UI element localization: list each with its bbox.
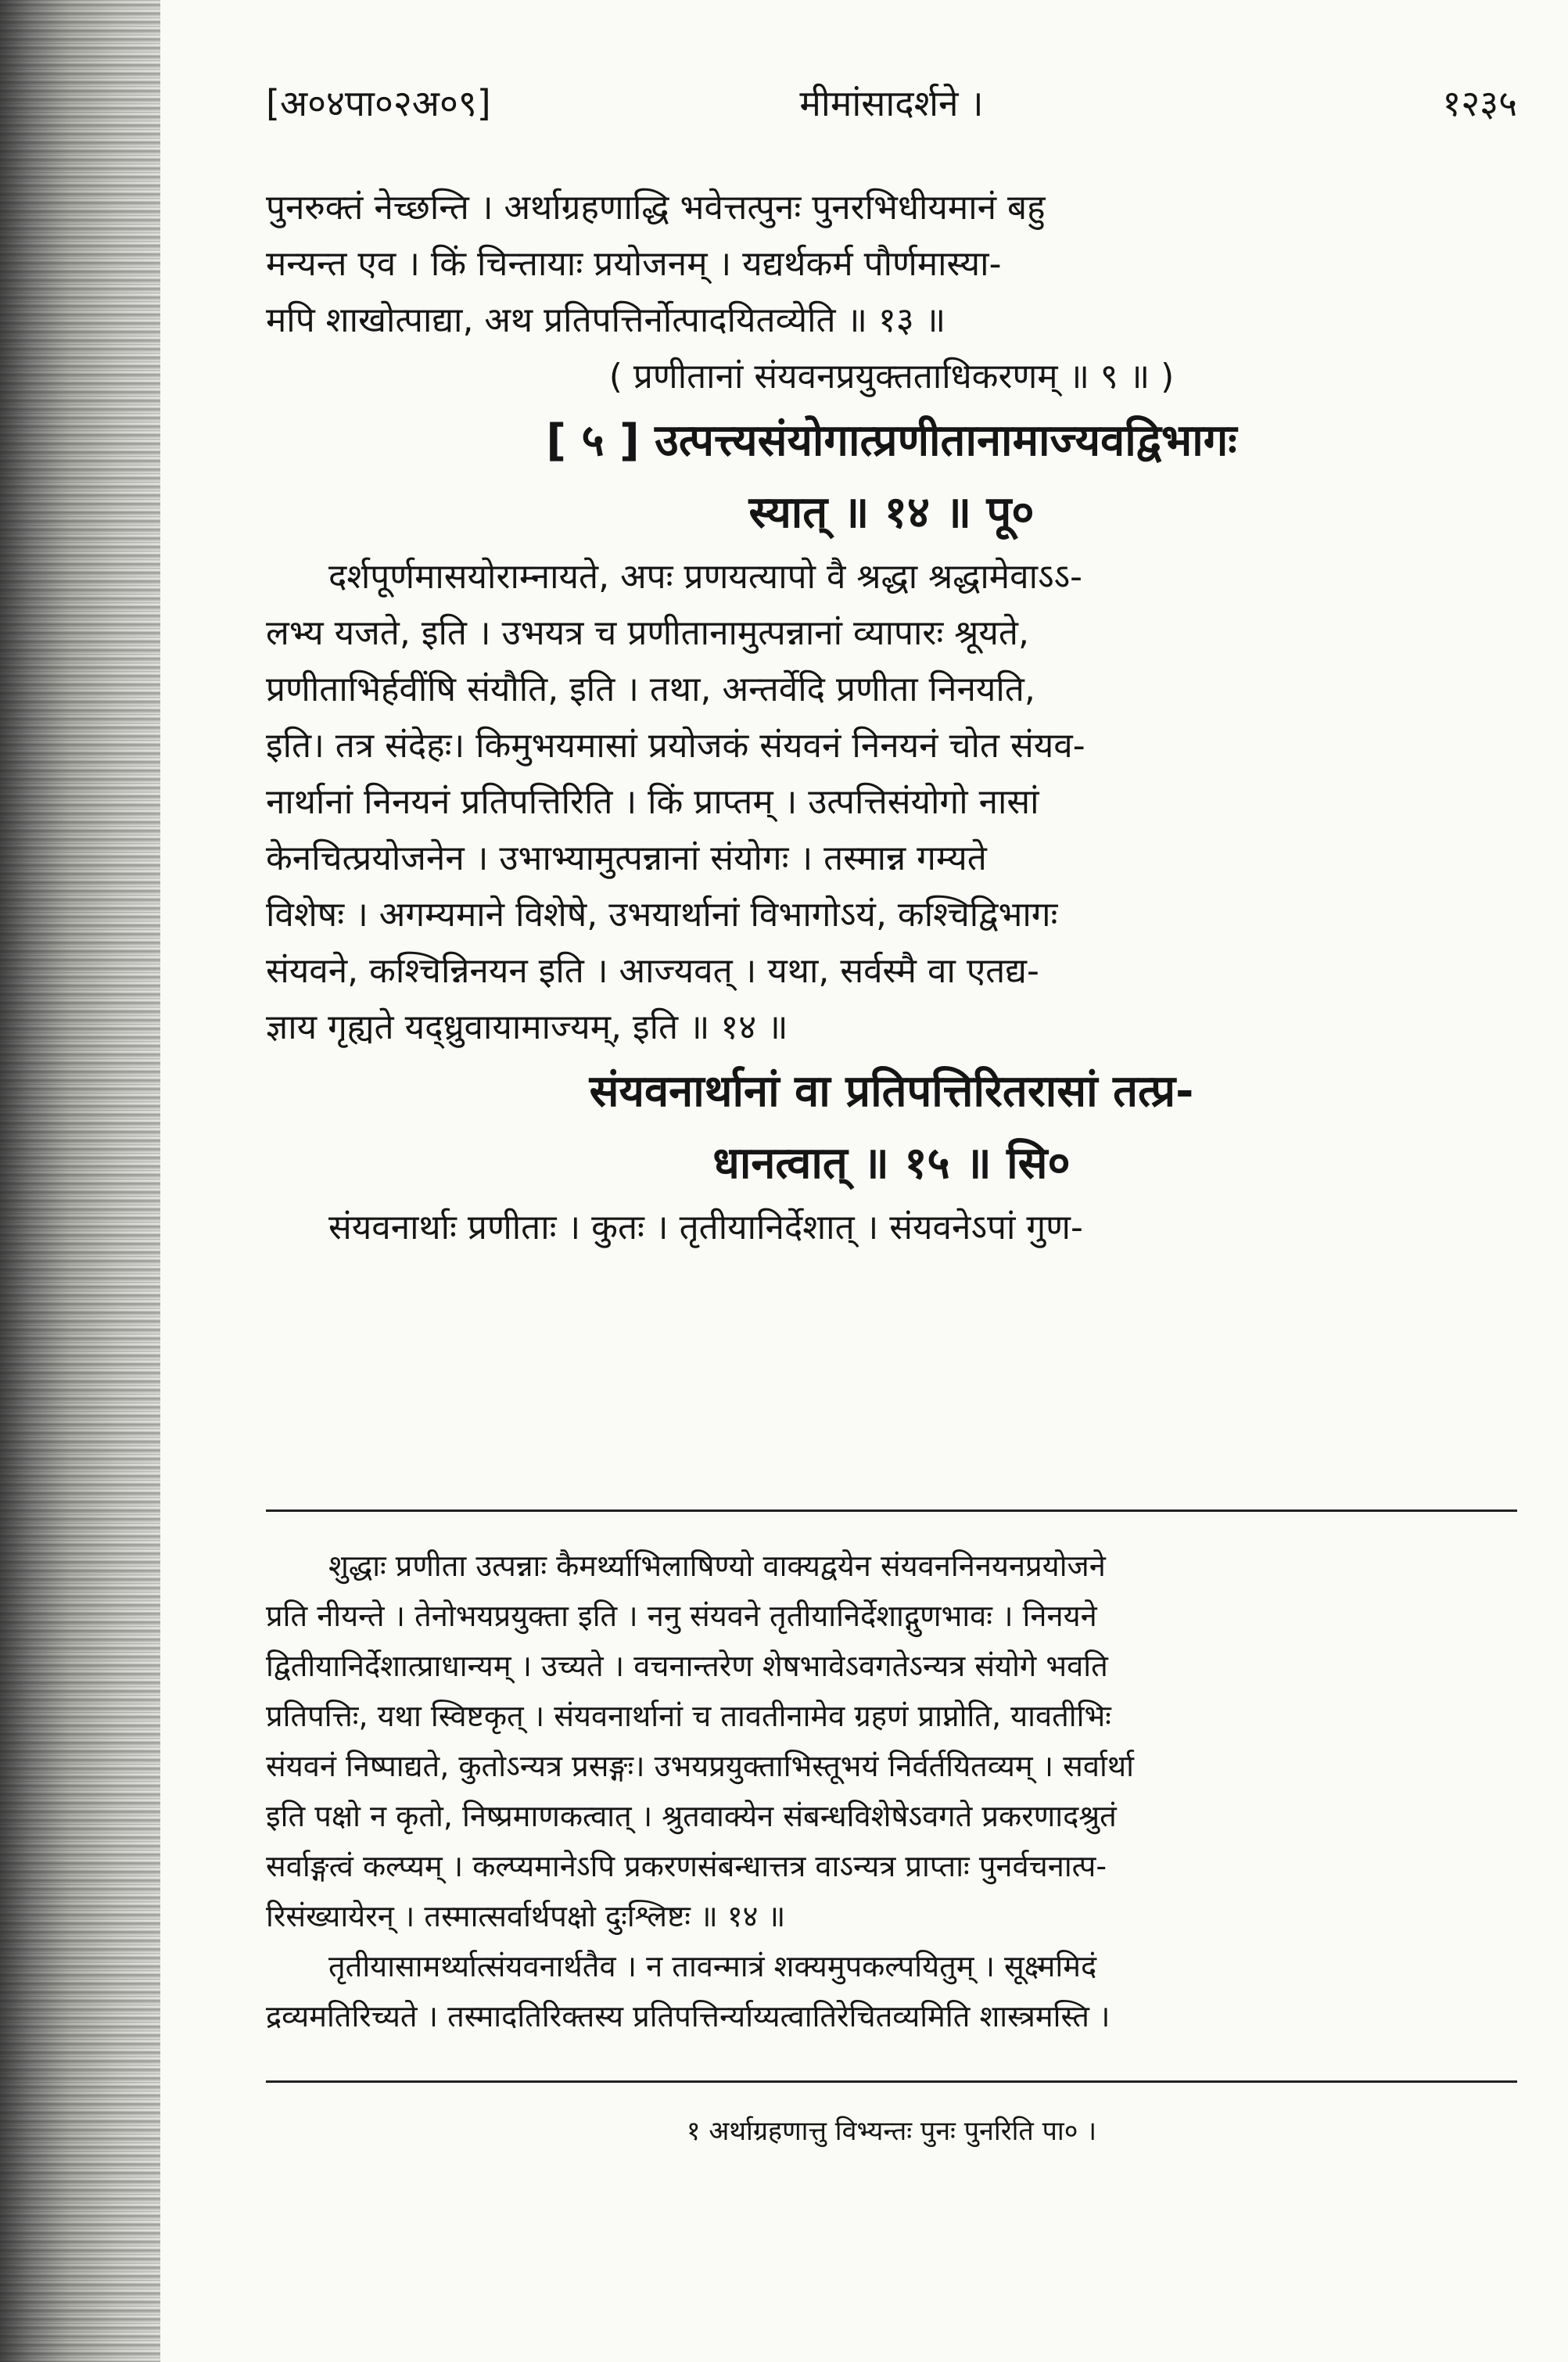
text-line: मपि शाखोत्पाद्या, अथ प्रतिपत्तिर्नोत्पादयितव्येति ॥ १३ ॥ — [266, 300, 946, 340]
note-line: इति पक्षो न कृतो, निष्प्रमाणकत्वात् । श्रुतवाक्येन संबन्धविशेषेऽवगते प्रकरणादश्रुतं — [266, 1799, 1117, 1833]
commentary-line: दर्शपूर्णमासयोराम्नायते, अपः प्रणयत्यापो वै श्रद्धा श्रद्धामेवाऽऽ- — [328, 557, 1082, 597]
main-text — [266, 180, 1517, 1256]
note-line: द्रव्यमतिरिच्यते । तस्मादतिरिक्तस्य प्रतिपत्तिर्न्याय्यत्वातिरेचितव्यमिति शास्त्रमस्ति । — [266, 1999, 1111, 2034]
page — [266, 63, 1517, 2315]
commentary-line: ज्ञाय गृह्यते यद्ध्रुवायामाज्यम्, इति ॥ १४ ॥ — [266, 1007, 788, 1047]
footnote-divider — [266, 2080, 1517, 2083]
note-line: तृतीयासामर्थ्यात्संयवनार्थतैव । न तावन्मात्रं शक्यमुपकल्पयितुम् । सूक्ष्ममिदं — [328, 1949, 1097, 1983]
sutra-14-line-1: [ ५ ] उत्पत्त्यसंयोगात्प्रणीतानामाज्यवद्विभागः — [546, 415, 1237, 466]
commentary-line: संयवनार्थाः प्रणीताः । कुतः । तृतीयानिर्देशात् । संयवनेऽपां गुण- — [328, 1208, 1083, 1247]
commentary-line: प्रणीताभिर्हवींषि संयौति, इति । तथा, अन्तर्वेदि प्रणीता निनयति, — [266, 669, 1035, 709]
sutra-15-line-2: धानत्वात् ॥ १५ ॥ सि० — [712, 1138, 1071, 1189]
note-line: संयवनं निष्पाद्यते, कुतोऽन्यत्र प्रसङ्गः। उभयप्रयुक्ताभिस्तूभयं निर्वर्तयितव्यम् । सर्वार्था — [266, 1749, 1134, 1783]
header-reference: [अ०४पा०२अ०९] — [266, 82, 491, 124]
commentary-line: संयवने, कश्चिन्निनयन इति । आज्यवत् । यथा, सर्वस्मै वा एतद्य- — [266, 951, 1039, 991]
commentary-line: केनचित्प्रयोजनेन । उभाभ्यामुत्पन्नानां संयोगः । तस्मान्न गम्यते — [266, 838, 987, 878]
note-line: शुद्धाः प्रणीता उत्पन्नाः कैमर्थ्याभिलाषिण्यो वाक्यद्वयेन संयवननिनयनप्रयोजने — [328, 1549, 1106, 1583]
commentary-line: लभ्य यजते, इति । उभयत्र च प्रणीतानामुत्पन्नानां व्यापारः श्रूयते, — [266, 613, 1029, 653]
commentary-line: नार्थानां निनयनं प्रतिपत्तिरिति । किं प्राप्तम् । उत्पत्तिसंयोगो नासां — [266, 782, 1039, 822]
notes-section — [266, 1541, 1517, 2041]
sutra-15-line-1: संयवनार्थानां वा प्रतिपत्तिरितरासां तत्प्र- — [589, 1066, 1194, 1117]
notes-divider — [266, 1509, 1517, 1512]
commentary-line: इति। तत्र संदेहः। किमुभयमासां प्रयोजकं संयवनं निनयनं चोत संयव- — [266, 726, 1085, 766]
page-number: १२३५ — [1442, 82, 1517, 124]
note-line: प्रतिपत्तिः, यथा स्विष्टकृत् । संयवनार्थानां च तावतीनामेव ग्रहणं प्राप्नोति, यावतीभिः — [266, 1699, 1111, 1733]
footnote: १ अर्थाग्रहणात्तु विभ्यन्तः पुनः पुनरिति पा० । — [686, 2116, 1097, 2147]
commentary-line: विशेषः । अगम्यमाने विशेषे, उभयार्थानां विभागोऽयं, कश्चिद्विभागः — [266, 895, 1058, 935]
note-line: द्वितीयानिर्देशात्प्राधान्यम् । उच्यते । वचनान्तरेण शेषभावेऽवगतेऽन्यत्र संयोगे भवति — [266, 1649, 1108, 1683]
note-line: प्रति नीयन्ते । तेनोभयप्रयुक्ता इति । ननु संयवने तृतीयानिर्देशाद्गुणभावः । निनयने — [266, 1599, 1097, 1633]
running-header — [266, 78, 1517, 141]
text-line: पुनरुक्तं नेच्छन्ति । अर्थाग्रहणाद्धि भवेत्तत्पुनः पुनरभिधीयमानं बहु — [266, 188, 1046, 228]
book-binding-edge — [0, 0, 160, 2362]
sutra-14-line-2: स्यात् ॥ १४ ॥ पू० — [748, 487, 1035, 538]
note-line: रिसंख्यायेरन् । तस्मात्सर्वार्थपक्षो दुःश्लिष्टः ॥ १४ ॥ — [266, 1899, 786, 1933]
header-title: मीमांसादर्शने । — [799, 82, 984, 124]
text-line: मन्यन्त एव । किं चिन्तायाः प्रयोजनम् । यद्यर्थकर्म पौर्णमास्या- — [266, 244, 1002, 284]
adhikarana-heading: ( प्रणीतानां संयवनप्रयुक्तताधिकरणम् ॥ ९ ॥ ) — [608, 357, 1175, 397]
note-line: सर्वाङ्गत्वं कल्प्यम् । कल्प्यमानेऽपि प्रकरणसंबन्धात्तत्र वाऽन्यत्र प्राप्ताः पुनर्वचनात्प- — [266, 1849, 1107, 1883]
